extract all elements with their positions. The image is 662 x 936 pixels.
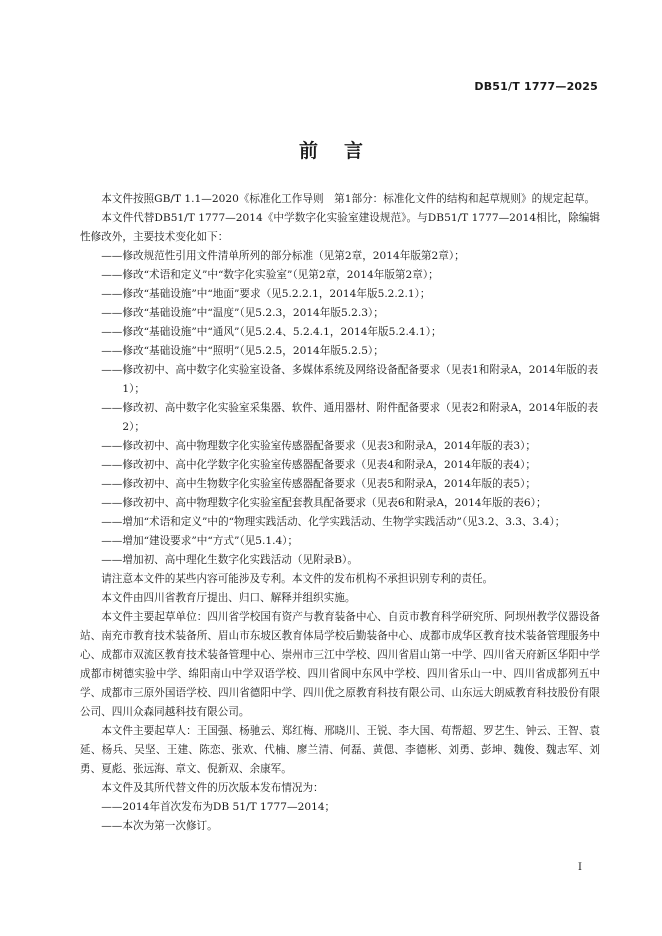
page-number: I (578, 862, 582, 873)
intro-paragraph: 本文件代替DB51/T 1777—2014《中学数字化实验室建设规范》。与DB51/T 1777—2014相比，除编辑性修改外，主要技术变化如下： (80, 212, 600, 243)
change-item: ——修改初、高中数字化实验室采集器、软件、通用器材、附件配备要求（见表2和附录A，2014年版的表2）； (101, 402, 599, 433)
change-item: ——修改初中、高中物理数字化实验室传感器配备要求（见表3和附录A，2014年版的表3）； (101, 440, 536, 452)
responsible-authority: 本文件由四川省教育厅提出、归口、解释并组织实施。 (101, 592, 356, 604)
change-item: ——增加“建设要求”中“方式”（见5.1.4）； (101, 535, 299, 547)
patent-notice: 请注意本文件的某些内容可能涉及专利。本文件的发布机构不承担识别专利的责任。 (101, 573, 494, 585)
change-item: ——修改“基础设施”中“照明”（见5.2.5，2014年版5.2.5）； (101, 345, 384, 357)
document-body (80, 190, 600, 836)
intro-paragraph: 本文件按照GB/T 1.1—2020《标准化工作导则 第1部分：标准化文件的结构和起草规则》的规定起草。 (101, 193, 596, 205)
change-item: ——修改初中、高中生物数字化实验室传感器配备要求（见表5和附录A，2014年版的表5）； (101, 478, 536, 490)
standard-number: DB51/T 1777—2025 (474, 80, 598, 93)
drafting-organizations: 本文件主要起草单位：四川省学校国有资产与教育装备中心、自贡市教育科学研究所、阿坝州教学仪器设备站、南充市教育技术装备所、眉山市东坡区教育体局学校后勤装备中心、成都市成华区教育技术装备管理服务中心、成都市双流区教育技术装备管理中心、崇州市三江中学校、四川省眉山第一中学、四川省天府新区华阳中学成都市树德实验中学、绵阳南山中学双语学校、四川省阆中东风中学校、四川省乐山一中、四川省成都列五中学、成都市三原外国语学校、四川省德阳中学、四川优之原教育科技有限公司、山东远大朗威教育科技股份有限公司、四川众森同越科技有限公司。 (80, 611, 600, 718)
change-item: ——修改“术语和定义”中“数字化实验室”（见第2章，2014年版第2章）； (101, 269, 439, 281)
history-heading: 本文件及其所代替文件的历次版本发布情况为： (101, 782, 324, 794)
page-title: 前言 (298, 140, 389, 162)
change-item: ——修改初中、高中数字化实验室设备、多媒体系统及网络设备配备要求（见表1和附录A，2014年版的表1）； (101, 364, 599, 395)
history-item: ——2014年首次发布为DB 51/T 1777—2014； (101, 801, 336, 813)
change-item: ——增加初、高中理化生数字化实践活动（见附录B）。 (101, 554, 358, 566)
change-item: ——修改初中、高中物理数字化实验室配套教具配备要求（见表6和附录A，2014年版的表6）； (101, 497, 547, 509)
change-item: ——修改规范性引用文件清单所列的部分标准（见第2章，2014年版第2章）； (101, 250, 465, 262)
change-item: ——修改“基础设施”中“通风”（见5.2.4、5.2.4.1，2014年版5.2.4.1）； (101, 326, 442, 338)
change-item: ——增加“术语和定义”中的“物理实践活动、化学实践活动、生物学实践活动”（见3.2、3.3、3.4）； (101, 516, 566, 528)
change-item: ——修改初中、高中化学数字化实验室传感器配备要求（见表4和附录A，2014年版的表4）； (101, 459, 536, 471)
history-item: ——本次为第一次修订。 (101, 820, 218, 832)
change-item: ——修改“基础设施”中“温度”（见5.2.3，2014年版5.2.3）； (101, 307, 384, 319)
drafters: 本文件主要起草人：王国强、杨驰云、郑红梅、邢晓川、王锐、李大国、苟帮超、罗艺生、钟云、王智、袁延、杨兵、吴坚、王建、陈恋、张欢、代楠、廖兰清、何磊、黄偲、李德彬、刘勇、彭坤、魏俊、魏志军、刘勇、夏彪、张远海、章文、倪新双、余康军。 (80, 725, 600, 775)
change-item: ——修改“基础设施”中“地面”要求（见5.2.2.1，2014年版5.2.2.1）； (101, 288, 431, 300)
